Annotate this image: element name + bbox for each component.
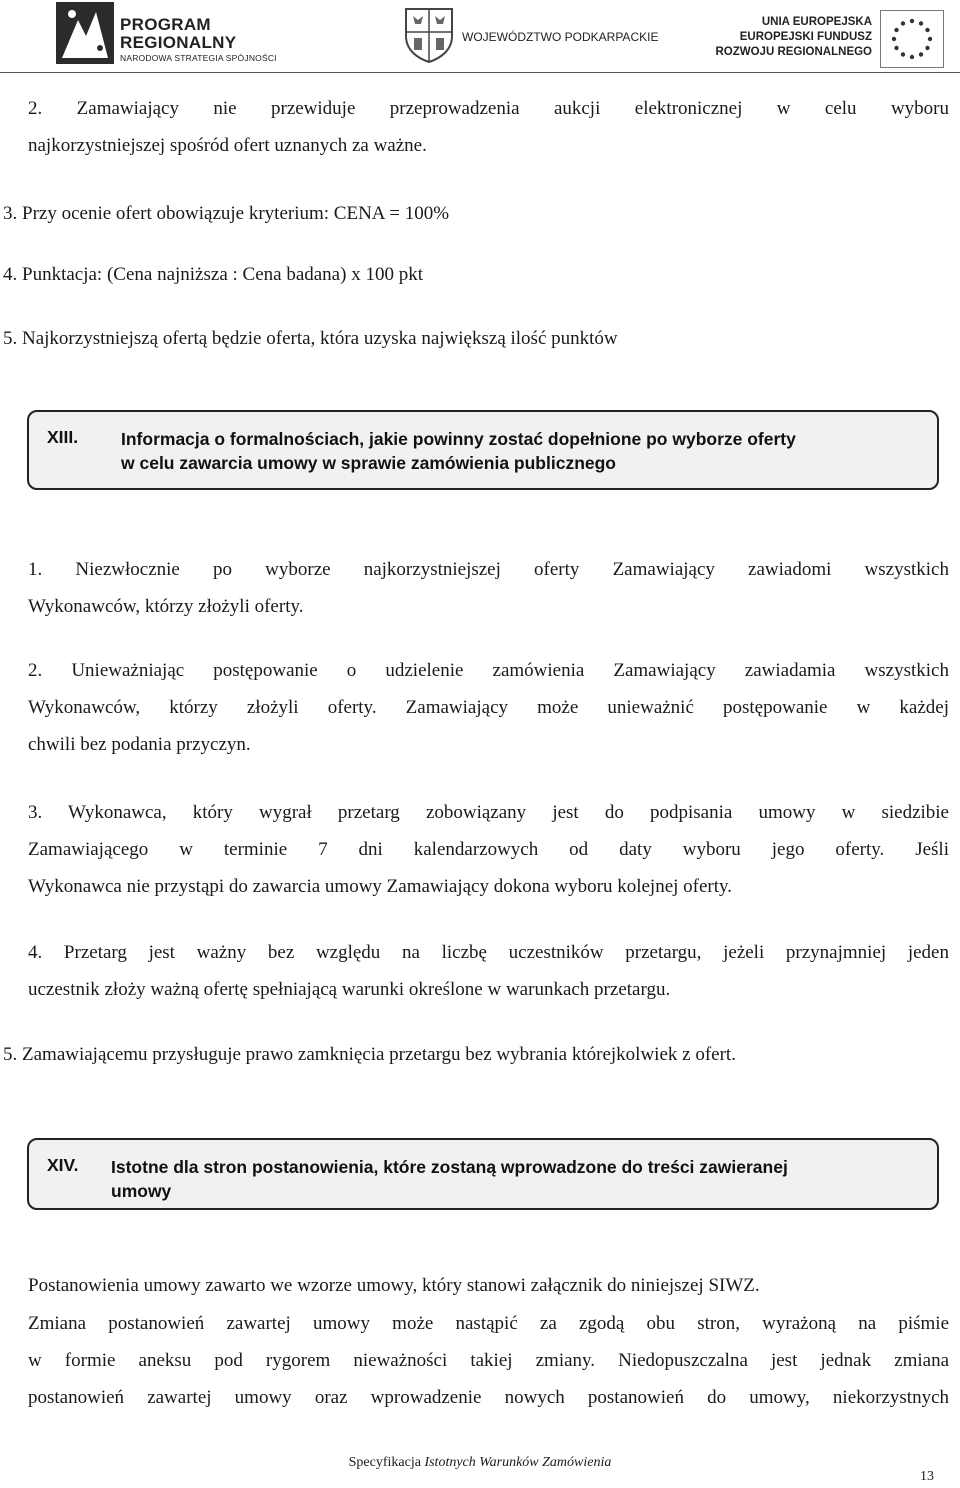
page-footer bbox=[0, 1455, 960, 1471]
list-item-5: 5. Najkorzystniejszą ofertą będzie oferta, która uzyska największą ilość punktów bbox=[3, 328, 618, 349]
section-13-title-line-2: w celu zawarcia umowy w sprawie zamówienia publicznego bbox=[121, 453, 616, 473]
section-13-heading-box bbox=[27, 410, 939, 490]
eu-fund-text bbox=[702, 15, 872, 60]
section-14-number: XIV. bbox=[47, 1155, 79, 1175]
section-14-heading-box bbox=[27, 1138, 939, 1210]
program-regionalny-logo bbox=[56, 2, 114, 64]
section-13-item-5 bbox=[3, 1036, 924, 1073]
section-13-item-5-line-1: 5. Zamawiającemu przysługuje prawo zamknięcia przetargu bez wybrania którejkolwiek z ofert. bbox=[3, 1044, 736, 1065]
list-item-4: 4. Punktacja: (Cena najniższa : Cena badana) x 100 pkt bbox=[3, 264, 423, 285]
page-number: 13 bbox=[920, 1469, 934, 1484]
list-item-2 bbox=[28, 90, 949, 164]
header-divider bbox=[0, 72, 960, 73]
section-13-item-3-line-1: 3. Wykonawca, który wygrał przetarg zobowiązany jest do podpisania umowy w siedzibie bbox=[28, 802, 949, 823]
section-13-number: XIII. bbox=[47, 427, 79, 447]
page-header bbox=[0, 0, 960, 80]
strategy-label: NARODOWA STRATEGIA SPÓJNOŚCI bbox=[120, 53, 277, 63]
section-13-item-3-line-3: Wykonawca nie przystąpi do zawarcia umowy Zamawiający dokona wyboru kolejnej oferty. bbox=[28, 876, 733, 897]
section-13-item-2 bbox=[28, 652, 949, 763]
section-13-item-1-line-1: 1. Niezwłocznie po wyborze najkorzystniejszej oferty Zamawiający zawiadomi wszystkich bbox=[28, 559, 949, 580]
eu-line-2: EUROPEJSKI FUNDUSZ bbox=[739, 31, 872, 43]
voivodeship-name: WOJEWÓDZTWO PODKARPACKIE bbox=[462, 30, 659, 44]
list-item-2-line-2: najkorzystniejszej spośród ofert uznanych za ważne. bbox=[28, 135, 427, 156]
section-13-item-4-line-2: uczestnik złoży ważną ofertę spełniającą warunki określone w warunkach przetargu. bbox=[28, 979, 671, 1000]
section-14-paragraph-1: Postanowienia umowy zawarto we wzorze umowy, który stanowi załącznik do niniejszej SIWZ. bbox=[28, 1275, 760, 1296]
section-14-title-line-1: Istotne dla stron postanowienia, które zostaną wprowadzone do treści zawieranej bbox=[111, 1157, 788, 1177]
regionalny-label: REGIONALNY bbox=[120, 33, 237, 52]
section-14-line-4: postanowień zawartej umowy oraz wprowadzenie nowych postanowień do umowy, niekorzystnych bbox=[28, 1387, 949, 1408]
section-13-item-2-line-1: 2. Unieważniając postępowanie o udzielenie zamówienia Zamawiający zawiadamia wszystkich bbox=[28, 660, 949, 681]
program-regionalny-wordmark bbox=[120, 16, 277, 64]
section-13-item-2-line-3: chwili bez podania przyczyn. bbox=[28, 734, 251, 755]
section-13-item-3-line-2: Zamawiającego w terminie 7 dni kalendarzowych od daty wyboru jego oferty. Jeśli bbox=[28, 839, 949, 860]
section-13-item-4-line-1: 4. Przetarg jest ważny bez względu na liczbę uczestników przetargu, jeżeli przynajmniej jeden bbox=[28, 942, 949, 963]
footer-prefix: Specyfikacja bbox=[348, 1455, 425, 1470]
section-13-title bbox=[121, 427, 921, 475]
section-14-title bbox=[111, 1155, 911, 1203]
list-item-2-line-1: 2. Zamawiający nie przewiduje przeprowadzenia aukcji elektronicznej w celu wyboru bbox=[28, 98, 949, 119]
footer-italic: Istotnych Warunków Zamówienia bbox=[424, 1455, 612, 1470]
section-13-item-4 bbox=[28, 934, 949, 1008]
list-item-3: 3. Przy ocenie ofert obowiązuje kryterium: CENA = 100% bbox=[3, 203, 450, 224]
section-13-title-line-1: Informacja o formalnościach, jakie powinny zostać dopełnione po wyborze oferty bbox=[121, 429, 796, 449]
section-14-line-3: w formie aneksu pod rygorem nieważności takiej zmiany. Niedopuszczalna jest jednak zmiana bbox=[28, 1350, 949, 1371]
section-13-item-2-line-2: Wykonawców, którzy złożyli oferty. Zamawiający może unieważnić postępowanie w każdej bbox=[28, 697, 949, 718]
eu-flag-icon bbox=[880, 10, 944, 68]
section-13-item-1 bbox=[28, 551, 949, 625]
section-14-title-line-2: umowy bbox=[111, 1181, 172, 1201]
section-13-item-3 bbox=[28, 794, 949, 905]
section-13-item-1-line-2: Wykonawców, którzy złożyli oferty. bbox=[28, 596, 304, 617]
section-14-line-2: Zmiana postanowień zawartej umowy może nastąpić za zgodą obu stron, wyrażoną na piśmie bbox=[28, 1313, 949, 1334]
section-14-paragraph-2 bbox=[28, 1305, 949, 1416]
eu-line-3: ROZWOJU REGIONALNEGO bbox=[715, 46, 872, 58]
program-label: PROGRAM bbox=[120, 15, 211, 34]
eu-line-1: UNIA EUROPEJSKA bbox=[761, 16, 872, 28]
voivodeship-crest-icon bbox=[403, 6, 455, 64]
